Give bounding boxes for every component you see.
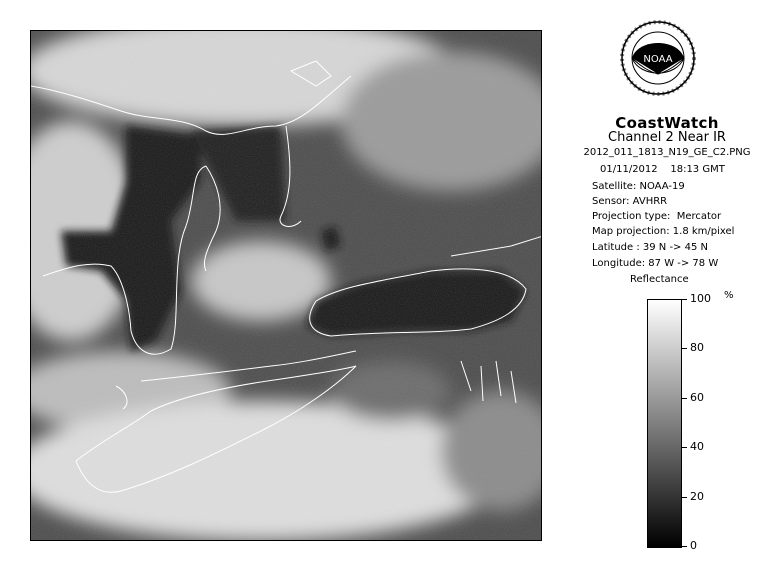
legend-unit: % bbox=[724, 290, 734, 301]
logo-center-text: NOAA bbox=[643, 54, 673, 65]
colorbar-tick-label: 60 bbox=[690, 391, 704, 404]
latitude-range: Latitude : 39 N -> 45 N bbox=[592, 242, 708, 253]
image-filename: 2012_011_1813_N19_GE_C2.PNG bbox=[583, 147, 751, 158]
brand-title: CoastWatch bbox=[615, 114, 719, 132]
colorbar-tick bbox=[682, 546, 687, 547]
map-projection: Map projection: 1.8 km/pixel bbox=[592, 226, 735, 237]
colorbar-tick-label: 100 bbox=[690, 292, 711, 305]
colorbar-tick bbox=[682, 497, 687, 498]
noaa-logo bbox=[620, 16, 696, 108]
acquisition-datetime: 01/11/2012 18:13 GMT bbox=[600, 164, 725, 175]
colorbar-tick-label: 40 bbox=[690, 440, 704, 453]
channel-title: Channel 2 Near IR bbox=[608, 130, 726, 145]
colorbar-tick bbox=[682, 398, 687, 399]
legend-title: Reflectance bbox=[630, 274, 689, 285]
colorbar-tick bbox=[682, 348, 687, 349]
reflectance-colorbar bbox=[647, 299, 682, 548]
satellite-image bbox=[31, 31, 542, 541]
satellite-name: Satellite: NOAA-19 bbox=[592, 181, 685, 192]
colorbar-tick bbox=[682, 299, 687, 300]
satellite-map bbox=[30, 30, 542, 541]
longitude-range: Longitude: 87 W -> 78 W bbox=[592, 258, 719, 269]
colorbar-tick-label: 20 bbox=[690, 490, 704, 503]
colorbar-tick-label: 80 bbox=[690, 341, 704, 354]
sensor-name: Sensor: AVHRR bbox=[592, 196, 668, 207]
colorbar-tick-label: 0 bbox=[690, 539, 697, 552]
noaa-emblem-icon bbox=[620, 16, 696, 108]
colorbar-tick bbox=[682, 447, 687, 448]
projection-type: Projection type: Mercator bbox=[592, 211, 722, 222]
